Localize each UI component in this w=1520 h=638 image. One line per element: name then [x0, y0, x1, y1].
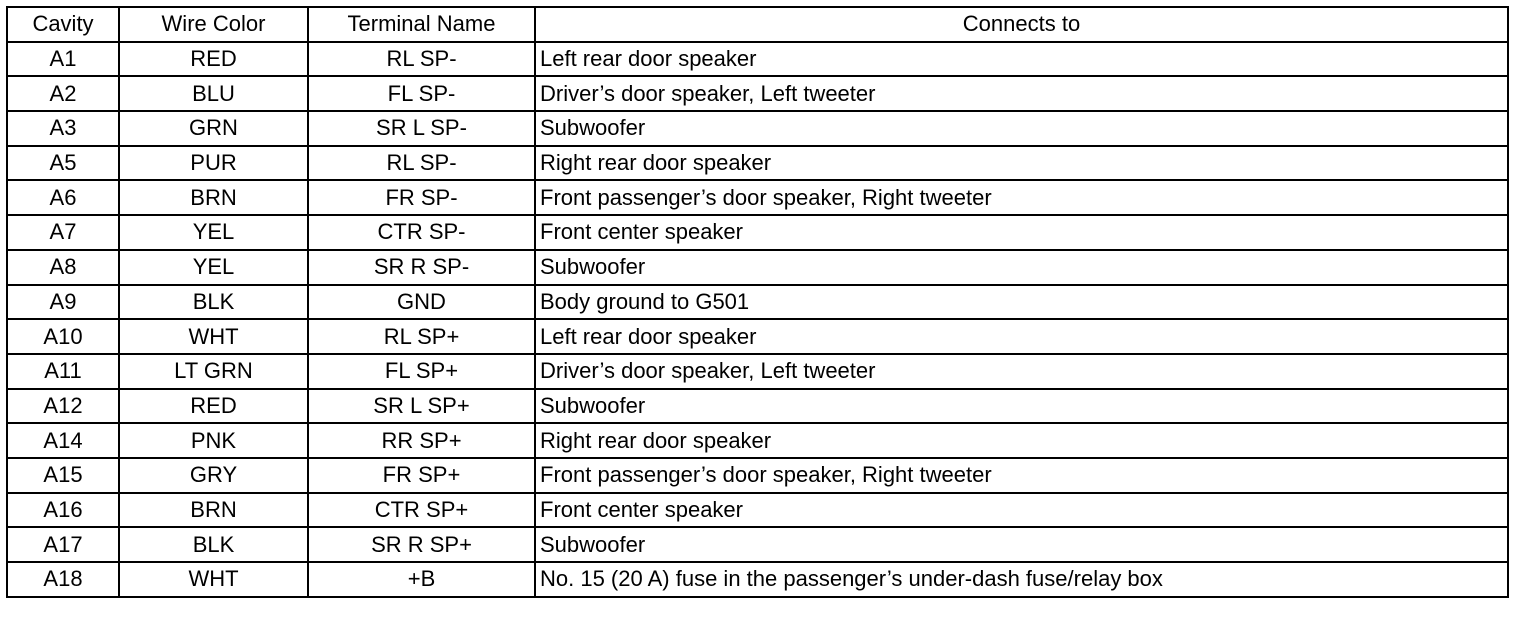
cavity-cell: A10	[7, 319, 119, 354]
table-row	[7, 146, 1508, 181]
table-row	[7, 458, 1508, 493]
connects-to-cell: Left rear door speaker	[535, 319, 1508, 354]
cavity-cell: A2	[7, 76, 119, 111]
table-row	[7, 250, 1508, 285]
terminal-name-cell: CTR SP-	[308, 215, 535, 250]
table-row	[7, 42, 1508, 77]
wire-color-cell: PUR	[119, 146, 308, 181]
wire-color-cell: GRN	[119, 111, 308, 146]
cavity-cell: A14	[7, 423, 119, 458]
wire-color-cell: WHT	[119, 562, 308, 597]
wire-color-cell: BRN	[119, 180, 308, 215]
connects-to-cell: Subwoofer	[535, 389, 1508, 424]
table-row	[7, 285, 1508, 320]
cavity-cell: A16	[7, 493, 119, 528]
terminal-name-cell: RL SP-	[308, 146, 535, 181]
table-row	[7, 562, 1508, 597]
cavity-cell: A8	[7, 250, 119, 285]
cavity-cell: A3	[7, 111, 119, 146]
table-row	[7, 493, 1508, 528]
terminal-name-cell: SR L SP+	[308, 389, 535, 424]
cavity-cell: A18	[7, 562, 119, 597]
table-row	[7, 180, 1508, 215]
header-wire-color: Wire Color	[119, 7, 308, 42]
cavity-cell: A5	[7, 146, 119, 181]
wire-color-cell: RED	[119, 42, 308, 77]
cavity-cell: A6	[7, 180, 119, 215]
connects-to-cell: Subwoofer	[535, 250, 1508, 285]
cavity-cell: A7	[7, 215, 119, 250]
table-body	[7, 42, 1508, 597]
connector-pinout-table	[6, 6, 1509, 598]
terminal-name-cell: RR SP+	[308, 423, 535, 458]
header-cavity: Cavity	[7, 7, 119, 42]
wire-color-cell: YEL	[119, 250, 308, 285]
table-row	[7, 76, 1508, 111]
connects-to-cell: Subwoofer	[535, 111, 1508, 146]
wire-color-cell: YEL	[119, 215, 308, 250]
terminal-name-cell: RL SP+	[308, 319, 535, 354]
connects-to-cell: Driver’s door speaker, Left tweeter	[535, 354, 1508, 389]
terminal-name-cell: FL SP-	[308, 76, 535, 111]
terminal-name-cell: SR R SP-	[308, 250, 535, 285]
connects-to-cell: Front center speaker	[535, 215, 1508, 250]
terminal-name-cell: RL SP-	[308, 42, 535, 77]
table-row	[7, 111, 1508, 146]
terminal-name-cell: CTR SP+	[308, 493, 535, 528]
connects-to-cell: Front passenger’s door speaker, Right tweeter	[535, 458, 1508, 493]
connects-to-cell: Subwoofer	[535, 527, 1508, 562]
wire-color-cell: BLK	[119, 285, 308, 320]
table-row	[7, 389, 1508, 424]
cavity-cell: A9	[7, 285, 119, 320]
table-row	[7, 215, 1508, 250]
cavity-cell: A17	[7, 527, 119, 562]
wire-color-cell: WHT	[119, 319, 308, 354]
connects-to-cell: Driver’s door speaker, Left tweeter	[535, 76, 1508, 111]
wire-color-cell: BRN	[119, 493, 308, 528]
terminal-name-cell: SR R SP+	[308, 527, 535, 562]
terminal-name-cell: FL SP+	[308, 354, 535, 389]
wire-color-cell: RED	[119, 389, 308, 424]
table-row	[7, 319, 1508, 354]
terminal-name-cell: +B	[308, 562, 535, 597]
cavity-cell: A15	[7, 458, 119, 493]
connects-to-cell: Left rear door speaker	[535, 42, 1508, 77]
cavity-cell: A11	[7, 354, 119, 389]
connects-to-cell: Right rear door speaker	[535, 146, 1508, 181]
wire-color-cell: PNK	[119, 423, 308, 458]
connects-to-cell: Right rear door speaker	[535, 423, 1508, 458]
connects-to-cell: Body ground to G501	[535, 285, 1508, 320]
connects-to-cell: No. 15 (20 A) fuse in the passenger’s under-dash fuse/relay box	[535, 562, 1508, 597]
table-row	[7, 423, 1508, 458]
table-row	[7, 354, 1508, 389]
header-connects-to: Connects to	[535, 7, 1508, 42]
connects-to-cell: Front passenger’s door speaker, Right tweeter	[535, 180, 1508, 215]
wire-color-cell: BLU	[119, 76, 308, 111]
terminal-name-cell: GND	[308, 285, 535, 320]
terminal-name-cell: FR SP-	[308, 180, 535, 215]
terminal-name-cell: FR SP+	[308, 458, 535, 493]
wire-color-cell: BLK	[119, 527, 308, 562]
table-row	[7, 527, 1508, 562]
wire-color-cell: LT GRN	[119, 354, 308, 389]
header-terminal-name: Terminal Name	[308, 7, 535, 42]
cavity-cell: A12	[7, 389, 119, 424]
wire-color-cell: GRY	[119, 458, 308, 493]
terminal-name-cell: SR L SP-	[308, 111, 535, 146]
cavity-cell: A1	[7, 42, 119, 77]
header-row	[7, 7, 1508, 42]
connects-to-cell: Front center speaker	[535, 493, 1508, 528]
